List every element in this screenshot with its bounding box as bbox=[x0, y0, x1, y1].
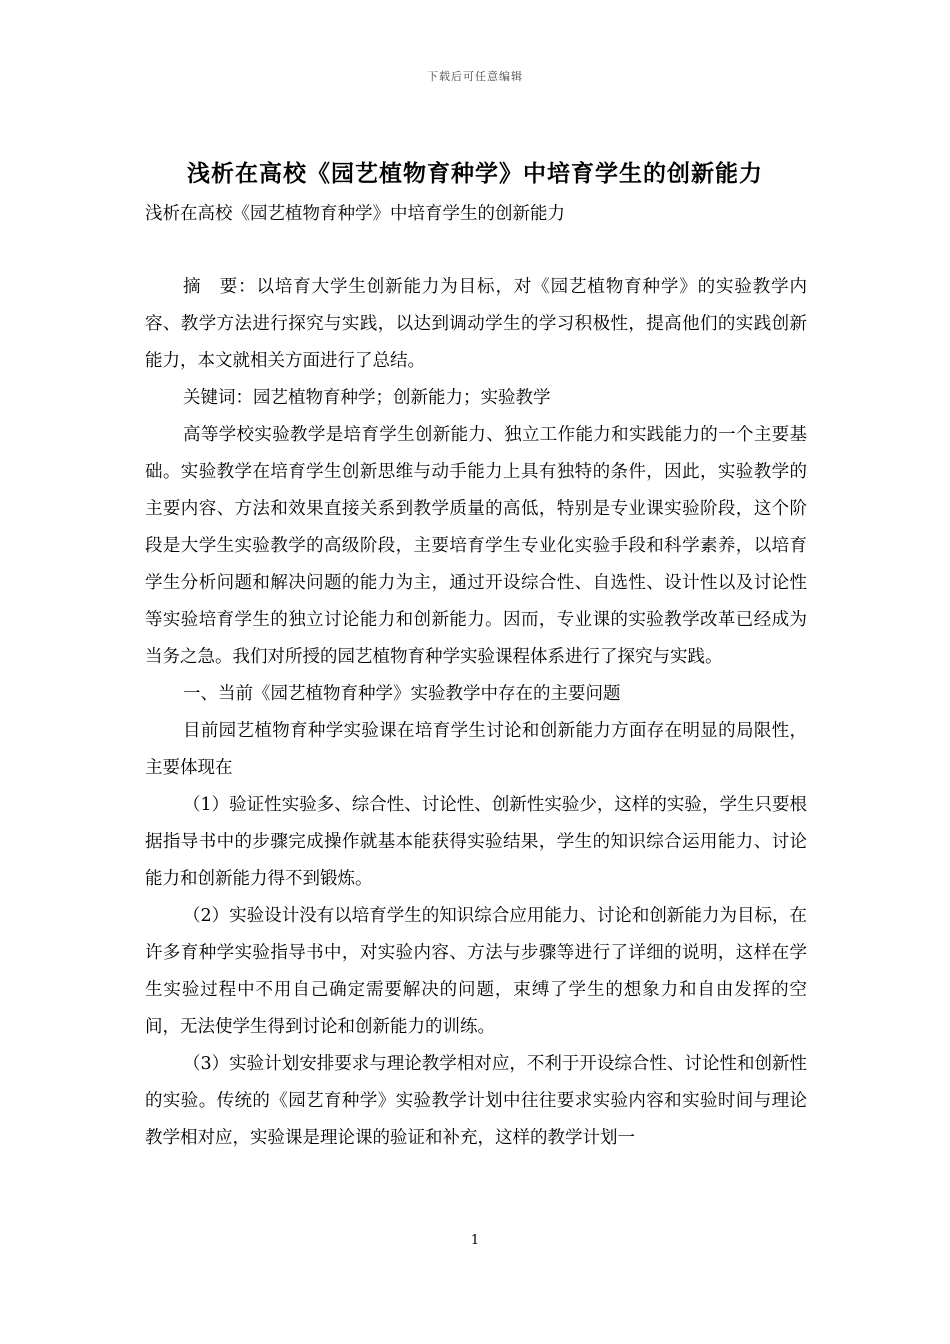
keywords-paragraph: 关键词：园艺植物育种学；创新能力；实验教学 bbox=[183, 388, 551, 408]
body-paragraph: 目前园艺植物育种学实验课在培育学生讨论和创新能力方面存在明显的局限性，主要体现在 bbox=[145, 721, 807, 778]
document-body bbox=[145, 196, 807, 1157]
list-item-paragraph: （2）实验设计没有以培育学生的知识综合应用能力、讨论和创新能力为目标，在许多育种学实验指导书中，对实验内容、方法与步骤等进行了详细的说明，这样在学生实验过程中不用自己确定需要解决的问题，束缚了学生的想象力和自由发挥的空间，无法使学生得到讨论和创新能力的训练。 bbox=[145, 906, 807, 1037]
list-item-paragraph: （1）验证性实验多、综合性、讨论性、创新性实验少，这样的实验，学生只要根据指导书中的步骤完成操作就基本能获得实验结果，学生的知识综合运用能力、讨论能力和创新能力得不到锻炼。 bbox=[145, 795, 807, 889]
page-number: 1 bbox=[470, 1233, 480, 1248]
section-heading: 一、当前《园艺植物育种学》实验教学中存在的主要问题 bbox=[183, 684, 621, 704]
document-title: 浅析在高校《园艺植物育种学》中培育学生的创新能力 bbox=[187, 160, 763, 187]
intro-paragraph: 高等学校实验教学是培育学生创新能力、独立工作能力和实践能力的一个主要基础。实验教学在培育学生创新思维与动手能力上具有独特的条件，因此，实验教学的主要内容、方法和效果直接关系到教学质量的高低，特别是专业课实验阶段，这个阶段是大学生实验教学的高级阶段，主要培育学生专业化实验手段和科学素养，以培育学生分析问题和解决问题的能力为主，通过开设综合性、自选性、设计性以及讨论性等实验培育学生的独立讨论能力和创新能力。因而，专业课的实验教学改革已经成为当务之急。我们对所授的园艺植物育种学实验课程体系进行了探究与实践。 bbox=[145, 425, 807, 667]
header-note: 下载后可任意编辑 bbox=[427, 70, 523, 83]
document-subtitle: 浅析在高校《园艺植物育种学》中培育学生的创新能力 bbox=[145, 204, 565, 224]
abstract-paragraph: 摘 要：以培育大学生创新能力为目标，对《园艺植物育种学》的实验教学内容、教学方法进行探究与实践，以达到调动学生的学习积极性，提高他们的实践创新能力，本文就相关方面进行了总结。 bbox=[145, 277, 807, 371]
list-item-paragraph: （3）实验计划安排要求与理论教学相对应，不利于开设综合性、讨论性和创新性的实验。传统的《园艺育种学》实验教学计划中往往要求实验内容和实验时间与理论教学相对应，实验课是理论课的验证和补充，这样的教学计划一 bbox=[145, 1054, 807, 1148]
